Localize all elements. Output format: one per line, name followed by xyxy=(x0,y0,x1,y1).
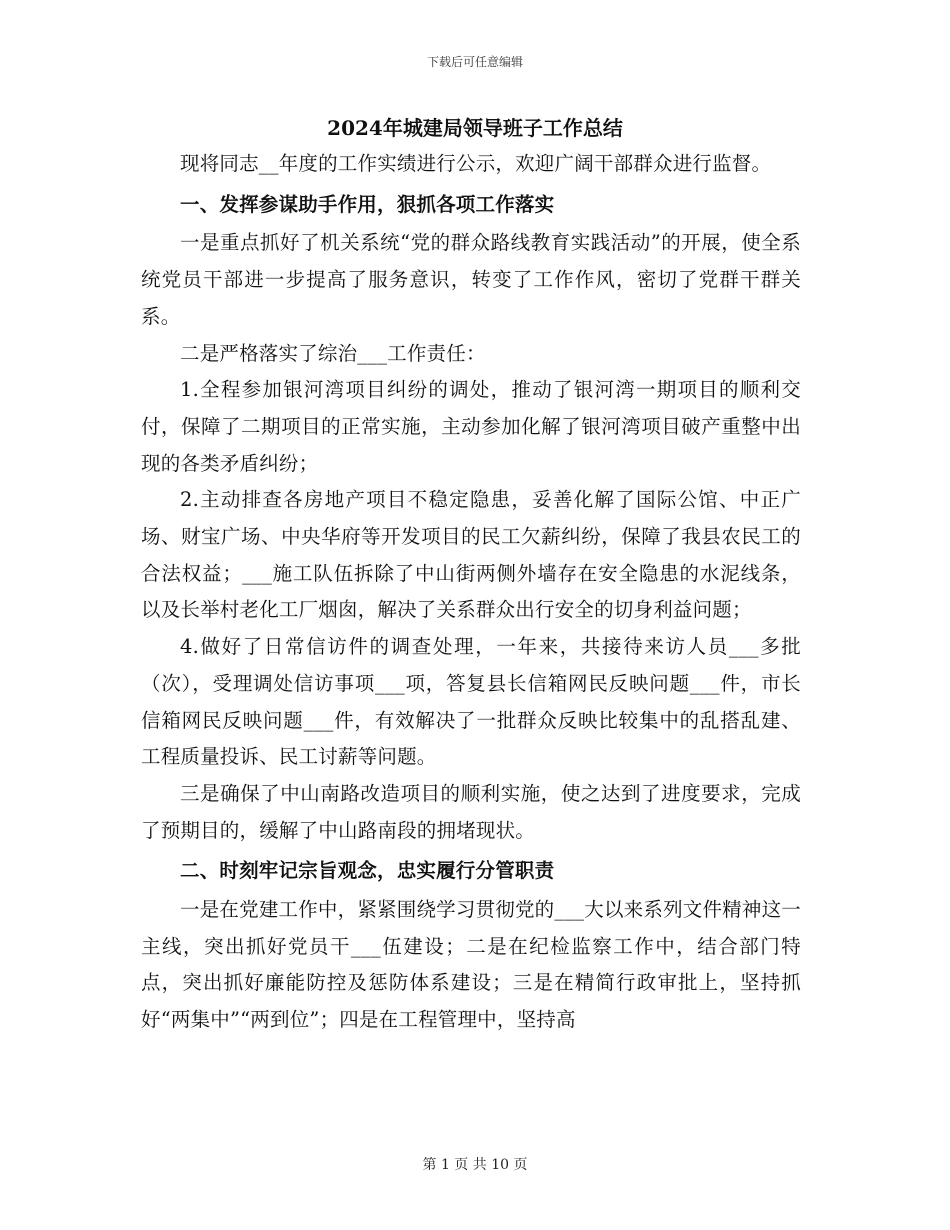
section-heading-1: 一、发挥参谋助手作用，狠抓各项工作落实 xyxy=(180,192,555,216)
page-number-footer: 第 1 页 共 10 页 xyxy=(422,1157,528,1173)
page-header-note: 下载后可任意编辑 xyxy=(426,55,523,69)
list-item-paragraph: 2.主动排查各房地产项目不稳定隐患，妥善化解了国际公馆、中正广场、财宝广场、中央华府等开发项目的民工欠薪纠纷，保障了我县农民工的合法权益；___施工队伍拆除了中山街两侧外墙存在安全隐患的水泥线条，以及长举村老化工厂烟囱，解决了关系群众出行安全的切身利益问题； xyxy=(141,488,801,622)
body-paragraph: 一是在党建工作中，紧紧围绕学习贯彻党的___大以来系列文件精神这一主线，突出抓好党员干___伍建设；二是在纪检监察工作中，结合部门特点，突出抓好廉能防控及惩防体系建设；三是在精简行政审批上，坚持抓好“两集中”“两到位”；四是在工程管理中，坚持高 xyxy=(141,898,801,1032)
document-body xyxy=(141,146,801,1039)
list-item-paragraph: 1.全程参加银河湾项目纠纷的调处，推动了银河湾一期项目的顺利交付，保障了二期项目的正常实施，主动参加化解了银河湾项目破产重整中出现的各类矛盾纠纷； xyxy=(141,378,801,475)
list-item-paragraph: 4.做好了日常信访件的调查处理，一年来，共接待来访人员___多批（次），受理调处信访事项___项，答复县长信箱网民反映问题___件，市长信箱网民反映问题___件，有效解决了一批群众反映比较集中的乱搭乱建、工程质量投诉、民工讨薪等问题。 xyxy=(141,635,801,769)
document-title: 2024年城建局领导班子工作总结 xyxy=(327,116,623,140)
body-paragraph: 一是重点抓好了机关系统“党的群众路线教育实践活动”的开展，使全系统党员干部进一步提高了服务意识，转变了工作作风，密切了党群干群关系。 xyxy=(141,231,801,328)
body-paragraph: 二是严格落实了综治___工作责任： xyxy=(180,341,486,365)
section-heading-2: 二、时刻牢记宗旨观念，忠实履行分管职责 xyxy=(180,859,555,883)
body-paragraph: 三是确保了中山南路改造项目的顺利实施，使之达到了进度要求，完成了预期目的，缓解了中山路南段的拥堵现状。 xyxy=(141,781,801,842)
intro-paragraph: 现将同志__年度的工作实绩进行公示，欢迎广阔干部群众进行监督。 xyxy=(180,152,772,175)
